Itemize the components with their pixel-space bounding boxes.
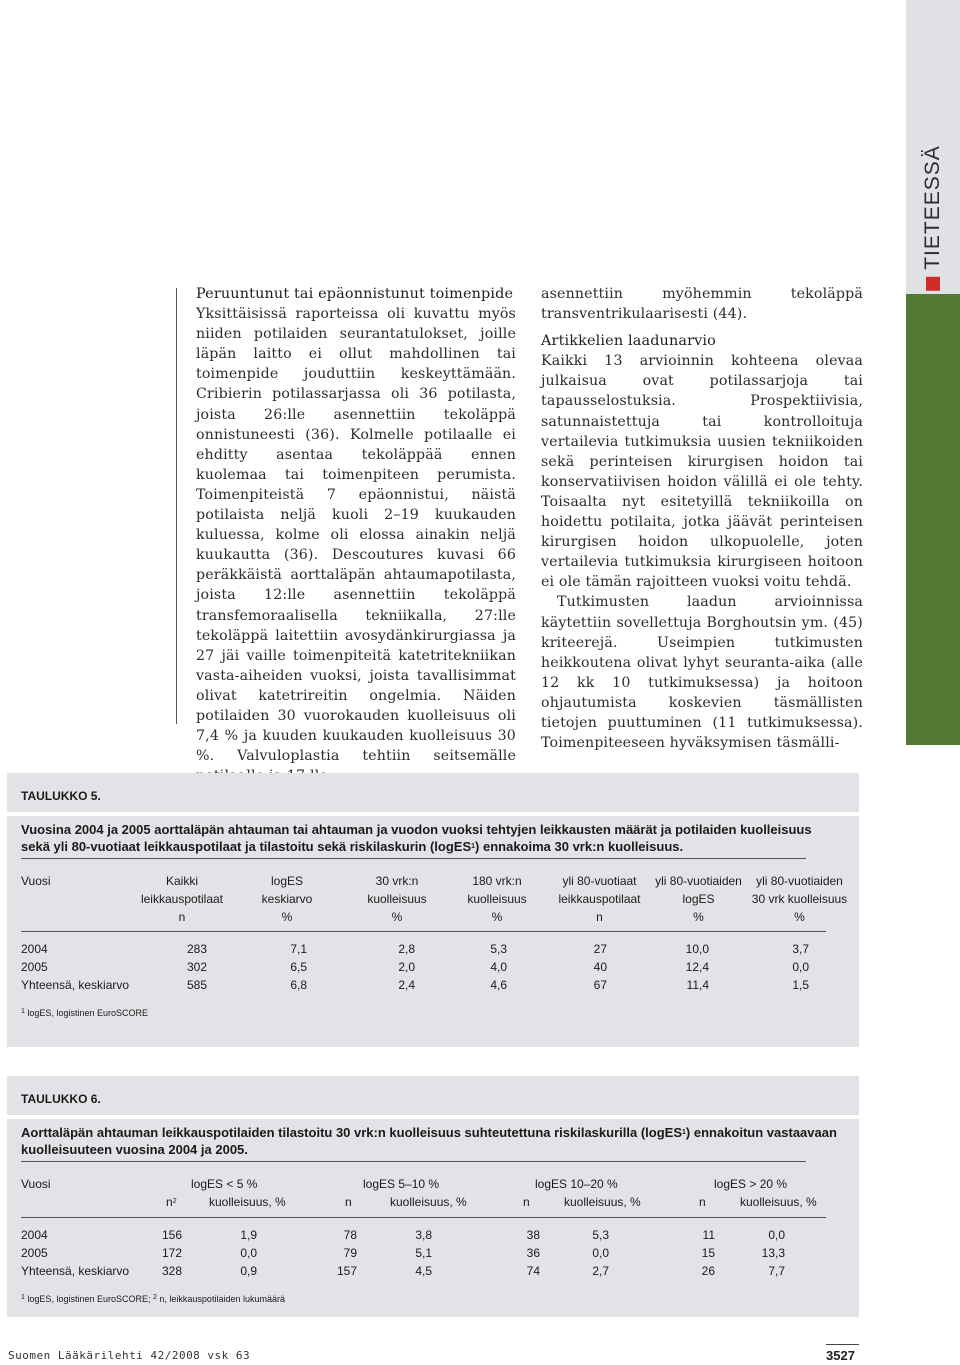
table-6-group-header: logES > 20 % bbox=[714, 1177, 788, 1191]
table-6-sub-header: n bbox=[699, 1195, 706, 1209]
table-5-caption: Vuosina 2004 ja 2005 aorttaläpän ahtauman tai ahtauman ja vuodon vuoksi tehtyjen leikkausten määrät ja potilaiden kuolleisuus sekä yli 80-vuotiaat leikkauspotilaat ja tilastoitu sekä riskilaskurin (logES$^1$) ennakoima 30 vrk:n kuolleisuus. bbox=[21, 822, 812, 854]
table-5-header-cell: % bbox=[281, 910, 293, 924]
table-6-cell: 38 bbox=[526, 1228, 540, 1242]
table-5-label: TAULUKKO 5. bbox=[21, 789, 101, 803]
table-5-cell: 5,3 bbox=[490, 942, 507, 956]
table-6-group-header: logES < 5 % bbox=[191, 1177, 258, 1191]
right-continuation: asennettiin myöhemmin tekoläppä transventrikulaarisesti (44). bbox=[541, 286, 863, 323]
table-5-caption-rule bbox=[21, 858, 806, 859]
table-6-row-label: 2005 bbox=[21, 1246, 48, 1260]
table-6-footnote: $^1$ logES, logistinen EuroSCORE; $^2$ n, leikkauspotilaiden lukumäärä bbox=[21, 1294, 285, 1304]
table-6-cell: 1,9 bbox=[240, 1228, 257, 1242]
table-6-header-vuosi: Vuosi bbox=[21, 1177, 51, 1191]
table-6-cell: 2,7 bbox=[592, 1264, 609, 1278]
table-5-header-cell: % bbox=[693, 910, 704, 924]
table-6-group-header: logES 5–10 % bbox=[363, 1177, 440, 1191]
table-6-cell: 172 bbox=[161, 1246, 182, 1260]
table-5-header-cell: n bbox=[596, 910, 603, 924]
table-6-cell: 156 bbox=[161, 1228, 182, 1242]
table-6-cell: 78 bbox=[343, 1228, 357, 1242]
table-6-sub-header: kuolleisuus, % bbox=[390, 1195, 467, 1209]
journal-footer: Suomen Lääkärilehti 42/2008 vsk 63 bbox=[8, 1349, 251, 1362]
table-6-row-label: Yhteensä, keskiarvo bbox=[21, 1264, 130, 1278]
section-label bbox=[921, 145, 945, 291]
table-5-header-cell: leikkauspotilaat bbox=[558, 892, 641, 906]
right-para-2: Tutkimusten laadun arvioinnissa käytettiin sovellettuja Borghoutsin ym. (45) kriteerejä. Useimpien tutkimusten heikkoutena olivat lyhyt seuranta-aika (alle 12 kk 10 tutkimuksessa) ja hoitoon ohjautumista koskevien täsmällisten tietojen puuttuminen (11 tutkimuksessa). Toimenpiteeseen hyväksymisen täsmälli- bbox=[541, 594, 863, 752]
table-6-header-rule bbox=[21, 1217, 826, 1218]
right-heading: Artikkelien laadunarvio bbox=[541, 333, 716, 350]
table-6-cell: 0,0 bbox=[240, 1246, 257, 1260]
table-5-cell: 11,4 bbox=[686, 978, 709, 992]
table-6-cell: 26 bbox=[701, 1264, 715, 1278]
table-5-header-cell: 30 vrk kuolleisuus bbox=[751, 892, 848, 906]
table-6-cell: 11 bbox=[702, 1228, 715, 1242]
red-square-icon bbox=[926, 277, 940, 291]
table-6-sub-header-n: $n^2$ bbox=[166, 1195, 177, 1209]
table-5-cell: 10,0 bbox=[685, 942, 709, 956]
table-5-cell: 67 bbox=[593, 978, 607, 992]
table-5-header-cell: % bbox=[391, 910, 403, 924]
table-6-caption: Aorttaläpän ahtauman leikkauspotilaiden tilastoitu 30 vrk:n kuolleisuus suhteutettuna riskilaskurilla (logES$^1$) ennakoitun vastaavaan kuolleisuuteen vuosina 2004 ja 2005. bbox=[21, 1125, 837, 1157]
table-6-cell: 5,1 bbox=[415, 1246, 432, 1260]
table-5-cell: 2,8 bbox=[398, 942, 415, 956]
table-5-cell: 3,7 bbox=[792, 942, 809, 956]
table-5-cell: 1,5 bbox=[792, 978, 809, 992]
table-6-cell: 36 bbox=[526, 1246, 540, 1260]
table-6-sub-header: n bbox=[523, 1195, 530, 1209]
right-column bbox=[541, 284, 863, 753]
table-5-cell: 40 bbox=[593, 960, 607, 974]
table-5-header-cell: Kaikki bbox=[165, 874, 198, 888]
table-5-footnote: $^1$ logES, logistinen EuroSCORE bbox=[21, 1008, 148, 1018]
section-label-text: TIETEESSÄ bbox=[921, 145, 944, 270]
table-6-cell: 0,9 bbox=[240, 1264, 257, 1278]
table-6-cell: 7,7 bbox=[768, 1264, 785, 1278]
table-6-cell: 13,3 bbox=[761, 1246, 785, 1260]
column-rule bbox=[176, 288, 177, 724]
table-6-cell: 0,0 bbox=[592, 1246, 609, 1260]
table-5-header-cell: keskiarvo bbox=[261, 892, 313, 906]
table-5-header-cell: logES bbox=[682, 892, 715, 906]
right-para-1: Kaikki 13 arvioinnin kohteena olevaa julkaisua ovat potilassarjoja tai tapausselostuksia. Prospektiivisia, satunnaistettuja tai kontrolloituja vertailevia tutkimuksia uusien tekniikoiden sekä perinteisen kirurgisen hoidon tai konservatiivisen hoidon välillä ei ole tehty. Toisaalta nyt esitetyillä tekniikoilla on hoidettu potilaita, jotka jäävät perinteisen kirurgisen hoidon ulkopuolelle, joten vertailevia tutkimuksia kirurgiseen hoitoon ei ole tämän rajoitteen vuoksi voitu tehdä. bbox=[541, 353, 863, 591]
table-5-cell: 2,4 bbox=[398, 978, 415, 992]
table-5-cell: 4,6 bbox=[490, 978, 507, 992]
table-6-cell: 4,5 bbox=[415, 1264, 432, 1278]
table-6-group-header: logES 10–20 % bbox=[535, 1177, 618, 1191]
table-6-cell: 328 bbox=[161, 1264, 182, 1278]
table-6-cell: 15 bbox=[701, 1246, 715, 1260]
table-5-header-cell: yli 80-vuotiaiden bbox=[655, 874, 742, 888]
table-5-cell: 6,8 bbox=[290, 978, 307, 992]
table-5-row-label: 2004 bbox=[21, 942, 48, 956]
table-6-cell: 0,0 bbox=[768, 1228, 785, 1242]
table-5-cell: 7,1 bbox=[290, 942, 307, 956]
table-5-header-cell: kuolleisuus bbox=[467, 892, 527, 906]
table-6-cell: 5,3 bbox=[592, 1228, 609, 1242]
page-number-rule bbox=[826, 1344, 859, 1345]
table-5-header-rule bbox=[21, 931, 826, 932]
table-6-sub-header: kuolleisuus, % bbox=[209, 1195, 286, 1209]
table-5-cell: 4,0 bbox=[490, 960, 507, 974]
table-5-cell: 302 bbox=[186, 960, 207, 974]
table-5-header-vuosi: Vuosi bbox=[21, 874, 51, 888]
table-6-row-label: 2004 bbox=[21, 1228, 48, 1242]
left-heading: Peruuntunut tai epäonnistunut toimenpide bbox=[196, 286, 514, 302]
table-6-label: TAULUKKO 6. bbox=[21, 1092, 101, 1106]
section-tab-accent bbox=[906, 294, 960, 745]
table-5-header-cell: n bbox=[178, 910, 186, 924]
table-6-band bbox=[7, 1115, 859, 1119]
page-number: 3527 bbox=[826, 1348, 855, 1363]
table-5-row-label: 2005 bbox=[21, 960, 48, 974]
table-6-cell: 79 bbox=[343, 1246, 357, 1260]
table-5-row-label: Yhteensä, keskiarvo bbox=[21, 978, 130, 992]
left-body: Yksittäisissä raporteissa oli kuvattu myös niiden potilaiden seurantatulokset, joille läpän laitto ei ollut mahdollinen tai toimenpide jouduttiin keskeyttämään. Cribierin potilassarjassa oli 36 potilasta, joista 26:lle asennettiin tekoläppä onnistuneesti (36). Kolmelle potilaalle ei ehditty asentaa tekoläppää ennen kuolemaa tai toimenpiteen perumista. Toimenpiteistä 7 epäonnistui, näistä potilaista neljä kuoli 2–19 kuukauden kuluessa, kolme oli elossa ainakin neljä kuukautta (36). Descoutures kuvasi 66 peräkkäistä aorttaläpän ahtaumapotilasta, joista 12:lle asennettiin tekoläppä transfemoraalisella tekniikalla, 27:lle tekoläppä laitettiin avosydänkirurgiassa ja 27 jäi vaille toimenpiteitä katetritekniikan vasta-aiheiden vuoksi, joista tavallisimmat olivat katetrireitin ongelmia. Näiden potilaiden 30 vuorokauden kuolleisuus oli 7,4 % ja kuuden kuukauden kuolleisuus 30 %. Valvuloplastia tehtiin seitsemälle bbox=[196, 306, 516, 765]
table-5-header-cell: logES bbox=[270, 874, 304, 888]
table-6-cell: 74 bbox=[526, 1264, 540, 1278]
table-6-sub-header: kuolleisuus, % bbox=[564, 1195, 641, 1209]
table-5-header-cell: % bbox=[491, 910, 503, 924]
table-6-sub-header: n bbox=[345, 1195, 352, 1209]
table-5 bbox=[7, 773, 859, 1047]
table-5-cell: 27 bbox=[593, 942, 607, 956]
table-5-cell: 0,0 bbox=[792, 960, 809, 974]
table-5-header-cell: leikkauspotilaat bbox=[140, 892, 224, 906]
table-6 bbox=[7, 1076, 859, 1317]
table-6-sub-header: kuolleisuus, % bbox=[740, 1195, 817, 1209]
table-6-caption-rule bbox=[21, 1161, 806, 1162]
table-5-cell: 283 bbox=[186, 942, 207, 956]
table-6-cell: 3,8 bbox=[415, 1228, 432, 1242]
table-5-header-cell: 30 vrk:n bbox=[375, 874, 419, 888]
table-5-header-cell: 180 vrk:n bbox=[472, 874, 522, 888]
table-5-cell: 585 bbox=[186, 978, 207, 992]
table-5-band bbox=[7, 812, 859, 816]
table-5-header-cell: % bbox=[794, 910, 805, 924]
table-5-cell: 6,5 bbox=[290, 960, 307, 974]
table-6-cell: 157 bbox=[336, 1264, 357, 1278]
left-column bbox=[196, 284, 516, 786]
table-5-header-cell: yli 80-vuotiaiden bbox=[756, 874, 843, 888]
table-5-cell: 2,0 bbox=[398, 960, 415, 974]
table-5-cell: 12,4 bbox=[685, 960, 709, 974]
table-5-header-cell: yli 80-vuotiaat bbox=[562, 874, 637, 888]
table-5-header-cell: kuolleisuus bbox=[367, 892, 427, 906]
